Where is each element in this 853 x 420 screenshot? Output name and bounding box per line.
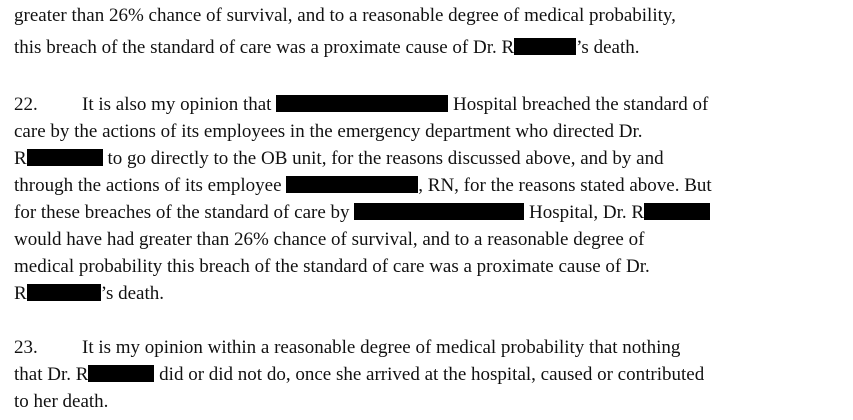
paragraph-22-line-3 — [14, 147, 664, 171]
paragraph-22-line-6 — [14, 228, 644, 252]
text: to her death. — [14, 391, 109, 412]
redaction-box — [27, 284, 101, 301]
paragraph-22-line-4 — [14, 174, 712, 198]
text: , RN, for the reasons stated above. But — [418, 175, 712, 196]
paragraph-22-line-5 — [14, 201, 710, 225]
text: ’s death. — [576, 37, 640, 58]
redaction-box — [276, 95, 448, 112]
text: R — [14, 148, 27, 169]
paragraph-23-line-1 — [14, 336, 680, 360]
redaction-box — [644, 203, 710, 220]
redaction-box — [354, 203, 524, 220]
paragraph-number: 23. — [14, 337, 38, 358]
paragraph-21-line-2 — [14, 36, 639, 60]
text: for these breaches of the standard of care by — [14, 202, 350, 223]
paragraph-22-line-7 — [14, 255, 650, 279]
text: that Dr. R — [14, 364, 89, 385]
paragraph-23-line-2 — [14, 363, 704, 387]
paragraph-22-line-2 — [14, 120, 643, 144]
paragraph-22-line-8 — [14, 282, 164, 306]
text: did or did not do, once she arrived at the hospital, caused or contributed — [159, 364, 705, 385]
text: It is my opinion within a reasonable degree of medical probability that nothing — [82, 337, 681, 358]
redaction-box — [88, 365, 154, 382]
text: care by the actions of its employees in the emergency department who directed Dr. — [14, 121, 643, 142]
text: would have had greater than 26% chance of survival, and to a reasonable degree of — [14, 229, 645, 250]
text: R — [14, 283, 27, 304]
paragraph-number: 22. — [14, 94, 38, 115]
text: greater than 26% chance of survival, and to a reasonable degree of medical probability, — [14, 5, 676, 26]
text: through the actions of its employee — [14, 175, 282, 196]
redaction-box — [27, 149, 103, 166]
paragraph-22-line-1 — [14, 93, 708, 117]
text: Hospital breached the standard of — [452, 94, 709, 115]
redaction-box — [514, 38, 576, 55]
text: It is also my opinion that — [82, 94, 272, 115]
paragraph-21-line-1 — [14, 4, 676, 28]
text: Hospital, Dr. R — [529, 202, 645, 223]
redaction-box — [286, 176, 418, 193]
text: this breach of the standard of care was a proximate cause of Dr. R — [14, 37, 515, 58]
text: ’s death. — [100, 283, 165, 304]
text: to go directly to the OB unit, for the reasons discussed above, and by and — [107, 148, 664, 169]
paragraph-23-line-3 — [14, 390, 108, 414]
text: medical probability this breach of the standard of care was a proximate cause of Dr. — [14, 256, 650, 277]
